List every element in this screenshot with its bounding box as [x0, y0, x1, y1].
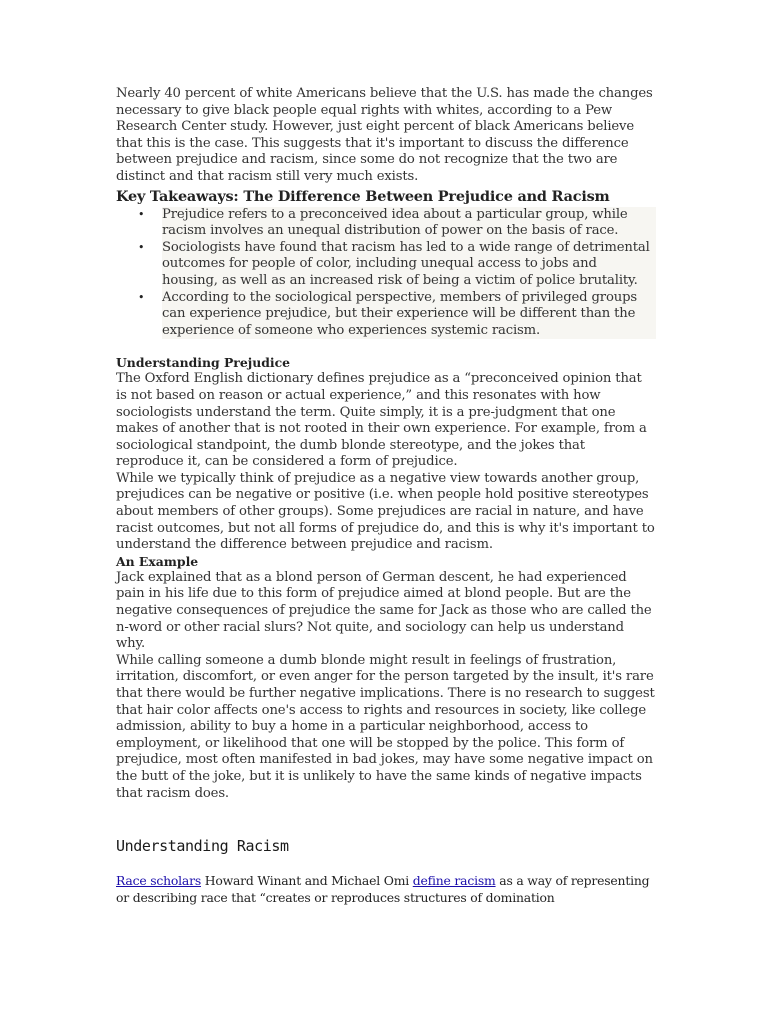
takeaway-text: Prejudice refers to a preconceived idea about a particular group, while racism involves an unequal distribution of power on the basis of race.	[162, 207, 656, 240]
list-item	[116, 207, 656, 240]
racism-text-1: Howard Winant and Michael Omi	[200, 873, 413, 889]
an-example-heading: An Example	[116, 553, 199, 569]
key-takeaways-list	[116, 207, 656, 340]
bullet-icon: •	[138, 240, 145, 254]
takeaway-text: Sociologists have found that racism has led to a wide range of detrimental outcomes for people of color, including unequal access to jobs and housing, as well as an increased risk of being a victim of police brutality.	[162, 240, 656, 290]
list-item	[116, 290, 656, 340]
prejudice-paragraph-2: While we typically think of prejudice as a negative view towards another group, prejudices can be negative or positive (i.e. when people hold positive stereotypes about members of other groups). Some prejudices are racial in nature, and have racist outcomes, but not all forms of prejudice do, and this is why it's important to understand the difference between prejudice and racism.	[116, 470, 655, 553]
example-paragraph-2: While calling someone a dumb blonde might result in feelings of frustration, irritation, discomfort, or even anger for the person targeted by the insult, it's rare that there would be further negative implications. There is no research to suggest that hair color affects one's access to rights and resources in society, like college admission, ability to buy a home in a particular neighborhood, access to employment, or likelihood that one will be stopped by the police. This form of prejudice, most often manifested in bad jokes, may have some negative impact on the butt of the joke, but it is unlikely to have the same kinds of negative impacts that racism does.	[116, 652, 655, 801]
define-racism-link[interactable]: define racism	[412, 873, 496, 889]
takeaway-text: According to the sociological perspective, members of privileged groups can experience prejudice, but their experience will be different than the experience of someone who experiences systemic racism.	[162, 290, 656, 340]
key-takeaways-heading: Key Takeaways: The Difference Between Prejudice and Racism	[116, 187, 610, 205]
race-scholars-link[interactable]: Race scholars	[116, 873, 201, 889]
article	[116, 86, 656, 906]
racism-paragraph	[116, 872, 656, 906]
intro-paragraph: Nearly 40 percent of white Americans believe that the U.S. has made the changes necessary to give black people equal rights with whites, according to a Pew Research Center study. However, just eight percent of black Americans believe that this is the case. This suggests that it's important to discuss the difference between prejudice and racism, since some do not recognize that the two are distinct and that racism still very much exists.	[116, 86, 653, 184]
bullet-icon: •	[138, 207, 145, 221]
prejudice-paragraph-1: The Oxford English dictionary defines prejudice as a “preconceived opinion that is not based on reason or actual experience,” and this resonates with how sociologists understand the term. Quite simply, it is a pre-judgment that one makes of another that is not rooted in their own experience. For example, from a sociological standpoint, the dumb blonde stereotype, and the jokes that reproduce it, can be considered a form of prejudice.	[116, 371, 647, 470]
understanding-racism-heading: Understanding Racism	[116, 837, 289, 856]
bullet-icon: •	[138, 290, 145, 304]
list-item	[116, 240, 656, 290]
understanding-prejudice-heading: Understanding Prejudice	[116, 355, 291, 371]
racism-text-2: as a way of representing or describing race that “creates or reproduces structures of domination	[116, 873, 650, 906]
example-paragraph-1: Jack explained that as a blond person of German descent, he had experienced pain in his life due to this form of prejudice aimed at blond people. But are the negative consequences of prejudice the same for Jack as those who are called the n-word or other racial slurs? Not quite, and sociology can help us understand why.	[116, 569, 652, 652]
